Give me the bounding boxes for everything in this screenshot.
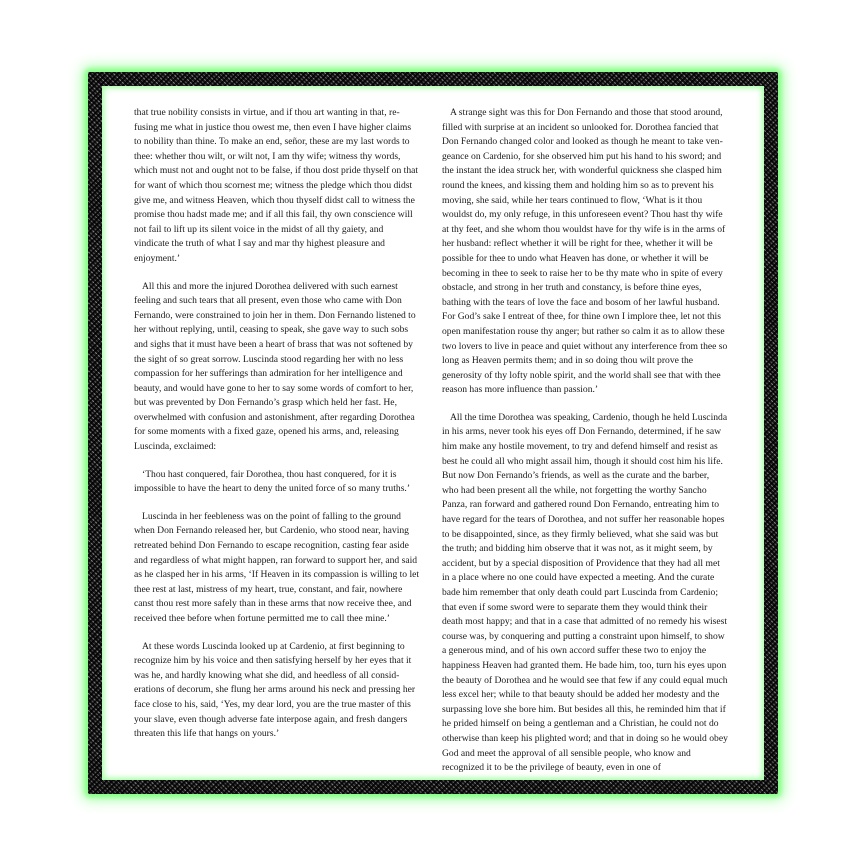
decorative-border-frame <box>88 72 778 794</box>
paragraph: Luscinda in her feebleness was on the point of falling to the ground when Don Fernando released her, but Cardenio, who stood near, having retreated behind Don Fernando to escape recognition, casting fear aside and regardless of what might happen, ran forward to support her, and said as he clasped her in his arms, ‘If Heaven in its compassion is willing to let thee rest at last, mistress of my heart, true, constant, and fair, nowhere canst thou rest more safely than in these arms that now receive thee, and received thee before when fortune permitted me to call thee mine.’ <box>134 510 420 624</box>
paragraph: A strange sight was this for Don Fernando and those that stood around, filled with surprise at an incident so unlooked for. Dorothea fancied that Don Fernando changed color and looked as though he meant to take vengeance on Cardenio, for she observed him put his hand to his sword; and the instant the idea struck her, with wonderful quickness she clasped him round the knees, and kissing them and holding him so as to prevent his moving, she said, while her tears continued to flow, ‘What is it thou wouldst do, my only refuge, in this unforeseen event? Thou hast thy wife at thy feet, and she whom thou wouldst have for thy wife is in the arms of her husband: reflect whether it will be right for thee, whether it will be possible for thee to undo what Heaven has done, or whether it will be becoming in thee to seek to raise her to be thy mate who in spite of every obstacle, and strong in her truth and constancy, is before thine eyes, bathing with the tears of love the face and bosom of her lawful husband. For God’s sake I entreat of thee, for thine own I implore thee, let not this open manifestation rouse thy anger; but rather so calm it as to allow these two lovers to live in peace and quiet without any interference from thee so long as Heaven permits them; and in so doing thou wilt prove the generosity of thy lofty noble spirit, and the world shall see that with thee reason has more influence than passion.’ <box>442 107 728 396</box>
paragraph: All the time Dorothea was speaking, Cardenio, though he held Luscinda in his arms, never took his eyes off Don Fernando, determined, if he saw him make any hostile movement, to try and defend himself and resist as best he could all who might assail him, though it should cost him his life. But now Don Fernando’s friends, as well as the curate and the barber, who had been present all the while, not forgetting the worthy Sancho Panza, ran forward and gathered round Don Fernando, entreating him to have regard for the tears of Dorothea, and not suffer her reasonable hopes to be disappointed, since, as they firmly believed, what she said was but the truth; and bidding him observe that it was not, as it might seem, by accident, but by a special disposition of Providence that they had all met in a place where no one could have expected a meeting. And the curate bade him remember that only death could part Luscinda from Cardenio; that even if some sword were to separate them they would think their death most happy; and that in a case that admitted of no remedy his wisest course was, by conquering and putting a constraint upon himself, to show a generous mind, and of his own accord suffer these two to enjoy the happiness Heaven had granted them. He bade him, too, turn his eyes upon the beauty of Dorothea and he would see that few if any could equal much less excel her; while to that beauty should be added her modesty and the surpassing love she bore him. But besides all this, he reminded him that if he prided himself on being a gentleman and a Christian, he could not do otherwise than keep his plighted word; and that in doing so he would obey God and meet the approval of all sensible people, who know and recognized it to be the privilege of beauty, even in one of <box>442 411 728 774</box>
paragraph: At these words Luscinda looked up at Cardenio, at first beginning to recognize him by his voice and then satisfying herself by her eyes that it was he, and hardly knowing what she did, and heedless of all considerations of decorum, she flung her arms around his neck and pressing her face close to his, said, ‘Yes, my dear lord, you are the true master of this your slave, even though adverse fate interpose again, and fresh dangers threaten this life that hangs on yours.’ <box>134 640 416 740</box>
paragraph: ‘Thou hast conquered, fair Dorothea, thou hast conquered, for it is impossible to have the heart to deny the united force of so many truths.’ <box>134 468 411 495</box>
left-column <box>134 106 420 764</box>
text-columns <box>134 106 728 774</box>
book-page <box>102 86 764 780</box>
right-column <box>442 106 728 774</box>
paragraph: that true nobility consists in virtue, and if thou art wanting in that, refusing me what in justice thou owest me, then even I have higher claims to nobility than thine. To make an end, señor, these are my last words to thee: whether thou wilt, or wilt not, I am thy wife; witness thy words, which must not and ought not to be false, if thou dost pride thyself on that for want of which thou scornest me; witness the pledge which thou didst give me, and witness Heaven, which thou thyself didst call to witness the promise thou hadst made me; and if all this fail, thy own conscience will not fail to lift up its silent voice in the midst of all thy gaiety, and vindicate the truth of what I say and mar thy highest pleasure and enjoyment.’ <box>134 107 419 264</box>
paragraph: All this and more the injured Dorothea delivered with such earnest feeling and such tears that all present, even those who came with Don Fernando, were constrained to join her in them. Don Fernando listened to her without replying, until, ceasing to speak, she gave way to such sobs and sighs that it must have been a heart of brass that was not softened by the sight of so great sorrow. Luscinda stood regarding her with no less compassion for her sufferings than admiration for her intelligence and beauty, and would have gone to her to say some words of comfort to her, but was prevented by Don Fernando’s grasp which held her fast. He, overwhelmed with confusion and astonishment, after regarding Dorothea for some moments with a fixed gaze, opened his arms, and, releasing Luscinda, exclaimed: <box>134 280 416 453</box>
